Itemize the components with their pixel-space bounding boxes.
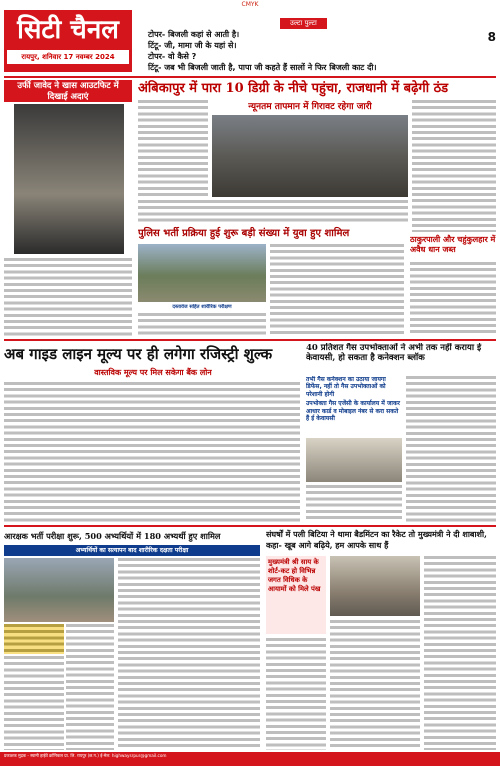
ulta-pulta-box [140, 10, 480, 73]
reserve-text-c [118, 558, 260, 750]
gas-cylinder-photo [306, 438, 402, 482]
reserve-text-b [66, 624, 114, 750]
joke-line: टिंटू- जब भी बिजली जाती है, पापा जी कहते हैं सालों ने फिर बिजली काट दी। [148, 63, 377, 72]
page-header [0, 10, 500, 74]
reserve-text-a [4, 656, 64, 750]
reserve-subhead: अभ्यर्थियों का सत्यापन बाद शारीरिक दक्षता परीक्षा [4, 545, 260, 556]
side-story-text [4, 258, 132, 338]
police-headline-box [138, 226, 404, 242]
police-photo-caption-box [138, 304, 266, 312]
connection-bullets [306, 376, 402, 434]
page-number: 8 [487, 30, 496, 44]
joke-line: टोपर- वो कैसे ? [148, 52, 197, 61]
page-footer: प्रकाशक मुद्रक - स्वामी हाईवे क्रॉनिकल प्रा. लि. रायपुर (छ.ग.) ई-मेल: highwaysrpur@gmail.com [0, 752, 500, 766]
joke-line: टोपर- बिजली कहां से आती है। [148, 30, 240, 39]
model-photo [14, 104, 124, 254]
lead-photo-caption: न्यूनतम तापमान में गिरावट रहेगा जारी [248, 102, 372, 112]
badminton-headline-box [266, 529, 496, 551]
cm-photo [330, 556, 420, 616]
lead-headline: अंबिकापुर में पारा 10 डिग्री के नीचे पहुंचा, राजधानी में बढ़ेगी ठंड [138, 81, 449, 96]
badminton-headline: संघर्षों में पली बिटिया ने थामा बैडमिंटन का रैकेट तो मुख्यमंत्री ने दी शाबाशी, कहा- खूब आगे बढ़िये, हम आपके साथ हैं [266, 529, 487, 550]
badminton-text-c [424, 556, 496, 750]
police-headline: पुलिस भर्ती प्रक्रिया हुई शुरू बड़ी संख्या में युवा हुए शामिल [138, 228, 350, 239]
masthead-date: रायपुर, शनिवार 17 नवम्बर 2024 [7, 50, 129, 64]
lead-text-col3 [412, 100, 496, 232]
divider [4, 525, 496, 527]
masthead-title: सिटी चैनल [17, 15, 119, 45]
connection-text-b [406, 376, 496, 522]
registry-subhead: वास्तविक मूल्य पर मिल सकेगा बैंक लोन [48, 367, 258, 379]
connection-bullet: तभी गैस कनेक्शन का उठाया जायगा डिफेंस, नहीं तो गैस उपभोक्ताओं को परेशानी होगी [306, 376, 386, 398]
recruitment-photo [138, 244, 266, 302]
reserve-headline-box [4, 529, 260, 543]
connection-bullet: उपभोक्ता गैस एजेंसी के कार्यालय में जाकर आधार कार्ड व मोबाइल नंबर से करा सकते हैं ई केवायसी [306, 400, 401, 423]
thakur-text [410, 262, 496, 336]
reserve-headline: आरक्षक भर्ती परीक्षा शुरू, 500 अभ्यर्थियों में 180 अभ्यर्थी हुए शामिल [4, 531, 221, 541]
cm-quote-box [266, 556, 326, 634]
thakur-headline: ठाकुरपाली और चहुंकुलहार में अवैध धान जब्त [410, 234, 496, 254]
bonfire-photo [212, 115, 408, 197]
registry-headline: अब गाइड लाइन मूल्य पर ही लगेगा रजिस्ट्री शुल्क [4, 345, 273, 363]
lead-text-col1 [138, 100, 208, 198]
registry-headline-box [4, 343, 300, 365]
police-text-b [270, 244, 404, 336]
lead-photo-caption-box [212, 100, 408, 114]
thakur-headline-box [410, 234, 496, 260]
badminton-text-a [266, 638, 326, 750]
joke-line: टिंटू- जी, मामा जी के यहां से। [148, 41, 237, 50]
connection-headline: 40 प्रतिशत गैस उपभोक्ताओं ने अभी तक नहीं कराया ई केवायसी, हो सकता है कनेक्शन ब्लॉक [306, 343, 482, 363]
masthead [4, 10, 132, 72]
badminton-text-b [330, 620, 420, 750]
lead-text-bottom [138, 200, 408, 224]
side-story-headline-box [4, 80, 132, 102]
connection-headline-box [306, 343, 496, 373]
police-photo-caption: दस्तावेज सहित शारीरिक परीक्षण [172, 304, 232, 310]
connection-text-a [306, 485, 402, 522]
divider [4, 339, 496, 341]
side-story-headline: उर्फी जावेद ने खास आउटफिट में दिखाई अदाएं [17, 81, 119, 102]
ulta-pulta-label: उल्टा पुल्टा [280, 18, 327, 29]
lead-headline-box [138, 80, 496, 98]
registry-text [4, 382, 300, 522]
police-text-a [138, 313, 266, 335]
reserve-highlight-box [4, 624, 64, 654]
divider [4, 76, 496, 78]
cmyk-label: CMYK [0, 0, 500, 10]
reserve-photo [4, 558, 114, 622]
cm-quote: मुख्यमंत्री श्री साय के शोर्ट-कट हो विभिन्न जगत विधिक के आयामों को मिले पंख [268, 558, 321, 593]
